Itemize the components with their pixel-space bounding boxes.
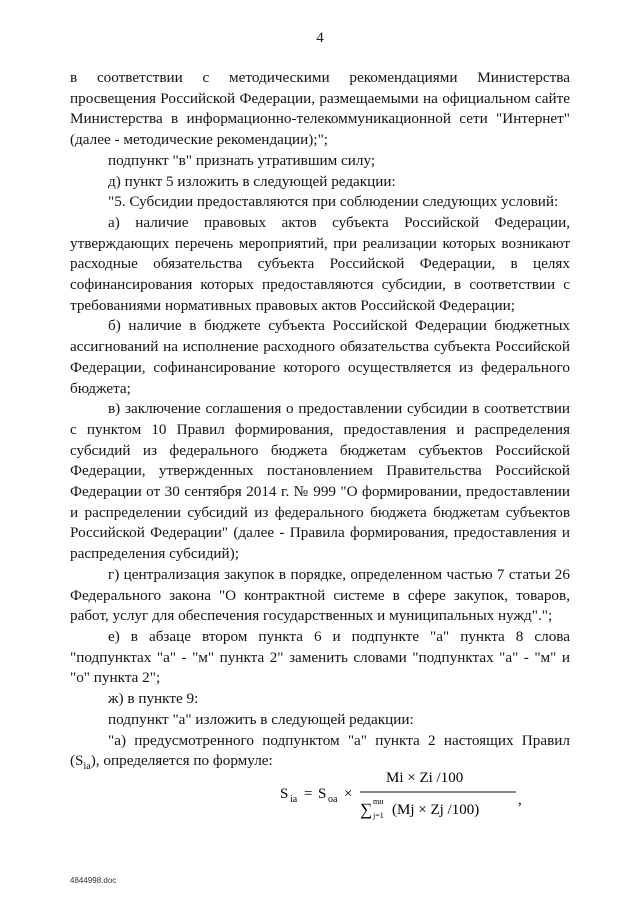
paragraph-10: ж) в пункте 9: [108, 690, 199, 708]
formula-numerator: Mi × Zi /100 [386, 770, 464, 786]
formula-denominator: (Mj × Zj /100) [392, 802, 480, 818]
footer-document-code: 4844998.doc [70, 876, 117, 885]
paragraph-8: г) централизация закупок в порядке, определенном частью 7 статьи 26 Федерального закона "О контрактной системе в сфере закупок, товаров, работ, услуг для обеспечения государственных и муниципальных нужд"."; [70, 565, 570, 625]
paragraph-4: "5. Субсидии предоставляются при соблюдении следующих условий: [108, 193, 559, 211]
paragraph-1: в соответствии с методическими рекомендациями Министерства просвещения Российской Федерации, размещаемыми на официальном сайте Министерства в информационно-телекоммуникационной сети "Интернет" (далее - методические рекомендации);"; [70, 69, 570, 149]
paragraph-6: б) наличие в бюджете субъекта Российской Федерации бюджетных ассигнований на исполнение расходного обязательства субъекта Российской Федерации, софинансирование которого осуществляется из федерального бюджета; [70, 317, 570, 397]
formula-lhs-s: S [280, 786, 289, 802]
paragraph-5: а) наличие правовых актов субъекта Российской Федерации, утверждающих перечень мероприятий, при реализации которых возникают расходные обязательства субъекта Российской Федерации, в целях софинансирования которых предоставляются субсидии, в соответствии с требованиями нормативных правовых актов Российской Федерации; [70, 213, 570, 314]
paragraph-12-tail: ), определяется по формуле: [90, 752, 273, 770]
formula-rhs-sub: oa [328, 794, 338, 805]
paragraph-12-subscript: ia [83, 761, 91, 773]
subsidy-formula [280, 765, 530, 821]
formula-sum-lower: j=1 [373, 811, 384, 820]
paragraph-2: подпункт "в" признать утратившим силу; [108, 151, 376, 169]
formula-sum-upper: mн [373, 797, 384, 806]
formula-sum: ∑ [360, 800, 373, 819]
document-body [70, 68, 570, 778]
paragraph-3: д) пункт 5 изложить в следующей редакции: [108, 172, 396, 190]
paragraph-7: в) заключение соглашения о предоставлении субсидии в соответствии с пунктом 10 Правил формирования, предоставления и распределения субсидий из федерального бюджета бюджетам субъектов Российской Федерации, утвержденных постановлением Правительства Российской Федерации от 30 сентября 2014 г. № 999 "О формировании, предоставлении и распределении субсидий из федерального бюджета бюджетам субъектов Российской Федерации" (далее - Правила формирования, предоставления и распределения субсидий); [70, 400, 570, 563]
formula-equals: = [304, 786, 313, 802]
formula-lhs-sub: ia [290, 794, 298, 805]
paragraph-12-text: "а) предусмотренного подпунктом "а" пункта 2 настоящих Правил (S [70, 731, 570, 770]
page-number: 4 [316, 30, 324, 46]
formula-trailing-comma: , [518, 792, 522, 808]
paragraph-9: е) в абзаце втором пункта 6 и подпункте "а" пункта 8 слова "подпунктах "а" - "м" пункта 2" заменить словами "подпунктах "а" - "м" и "о" пункта 2"; [70, 627, 570, 687]
formula-times: × [344, 786, 353, 802]
paragraph-11: подпункт "а" изложить в следующей редакции: [108, 710, 414, 728]
formula-rhs-s: S [318, 786, 327, 802]
